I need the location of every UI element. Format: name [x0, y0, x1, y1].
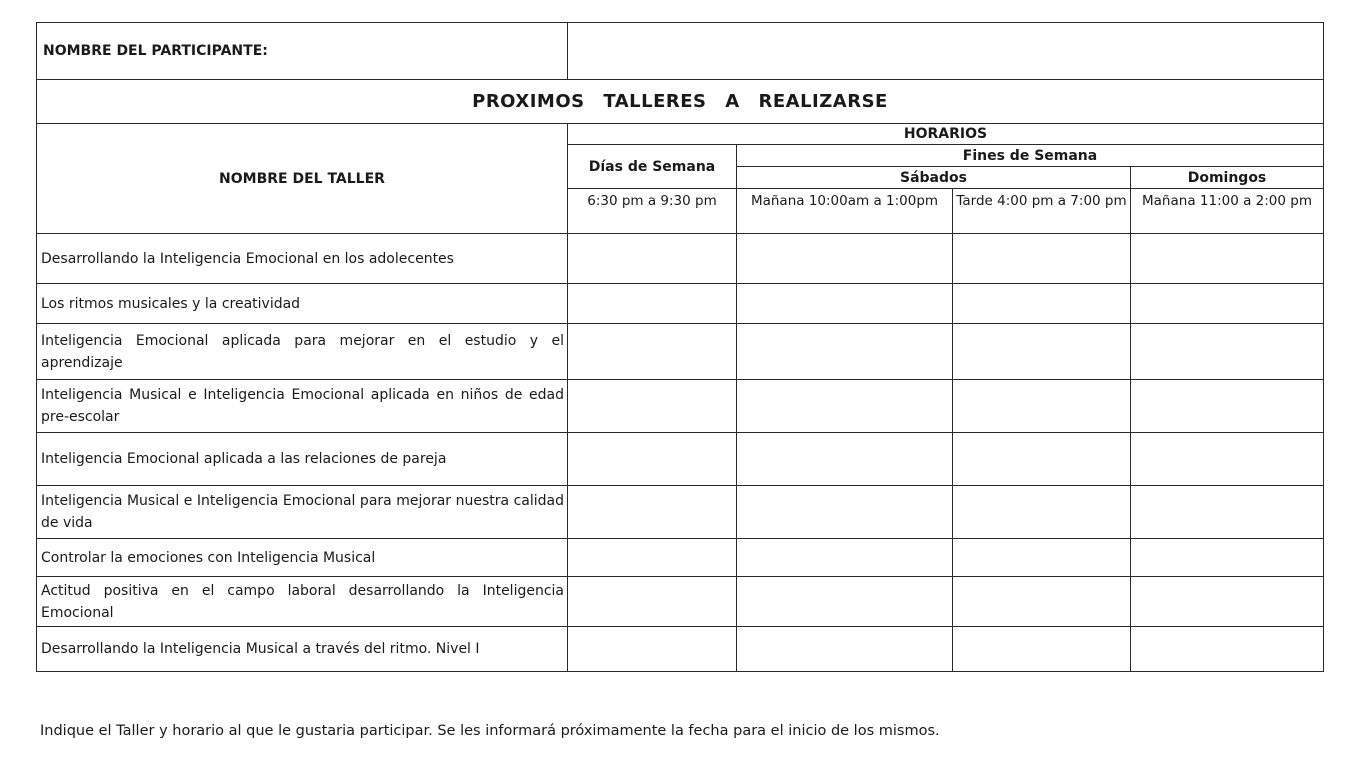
- workshop-name: Inteligencia Emocional aplicada para mejorar en el estudio y el aprendizaje: [37, 324, 568, 380]
- table-row: [37, 324, 1324, 380]
- workshop-name-header: NOMBRE DEL TALLER: [37, 124, 568, 234]
- saturday-morning-slot-cell[interactable]: [737, 539, 953, 577]
- workshop-name: Desarrollando la Inteligencia Musical a través del ritmo. Nivel I: [37, 627, 568, 672]
- table-row: [37, 433, 1324, 486]
- saturday-afternoon-slot-cell[interactable]: [953, 627, 1131, 672]
- saturday-morning-slot-cell[interactable]: [737, 486, 953, 539]
- table-title: PROXIMOS TALLERES A REALIZARSE: [37, 80, 1324, 124]
- weekdays-header: Días de Semana: [568, 145, 737, 189]
- registration-form: [36, 22, 1323, 672]
- table-row: [37, 627, 1324, 672]
- saturday-morning-slot-cell[interactable]: [737, 284, 953, 324]
- saturday-afternoon-slot-cell[interactable]: [953, 433, 1131, 486]
- weekday-slot-cell[interactable]: [568, 284, 737, 324]
- workshop-name: Controlar la emociones con Inteligencia Musical: [37, 539, 568, 577]
- saturday-morning-slot-cell[interactable]: [737, 324, 953, 380]
- saturday-afternoon-slot-cell[interactable]: [953, 539, 1131, 577]
- banner-row: [37, 80, 1324, 124]
- sunday-morning-slot-cell[interactable]: [1131, 234, 1324, 284]
- sunday-morning-slot-cell[interactable]: [1131, 380, 1324, 433]
- sundays-header: Domingos: [1131, 167, 1324, 189]
- saturday-morning-slot-cell[interactable]: [737, 627, 953, 672]
- sunday-morning-time-header: Mañana 11:00 a 2:00 pm: [1131, 189, 1324, 234]
- workshop-name: Inteligencia Emocional aplicada a las relaciones de pareja: [37, 433, 568, 486]
- sunday-morning-slot-cell[interactable]: [1131, 324, 1324, 380]
- weekday-slot-cell[interactable]: [568, 380, 737, 433]
- sunday-morning-slot-cell[interactable]: [1131, 627, 1324, 672]
- workshop-name: Inteligencia Musical e Inteligencia Emocional para mejorar nuestra calidad de vida: [37, 486, 568, 539]
- weekday-slot-cell[interactable]: [568, 539, 737, 577]
- workshop-name: Actitud positiva en el campo laboral desarrollando la Inteligencia Emocional: [37, 577, 568, 627]
- workshop-table: [36, 22, 1324, 672]
- weekday-slot-cell[interactable]: [568, 627, 737, 672]
- saturday-morning-slot-cell[interactable]: [737, 234, 953, 284]
- participant-row: [37, 23, 1324, 80]
- weekday-slot-cell[interactable]: [568, 433, 737, 486]
- participant-name-label: NOMBRE DEL PARTICIPANTE:: [37, 23, 568, 80]
- schedules-header: HORARIOS: [568, 124, 1324, 145]
- table-row: [37, 284, 1324, 324]
- saturday-afternoon-slot-cell[interactable]: [953, 234, 1131, 284]
- table-row: [37, 577, 1324, 627]
- sunday-morning-slot-cell[interactable]: [1131, 577, 1324, 627]
- weekday-slot-cell[interactable]: [568, 234, 737, 284]
- sunday-morning-slot-cell[interactable]: [1131, 433, 1324, 486]
- header-row-horarios: [37, 124, 1324, 145]
- weekday-slot-cell[interactable]: [568, 577, 737, 627]
- saturday-morning-slot-cell[interactable]: [737, 433, 953, 486]
- saturday-afternoon-slot-cell[interactable]: [953, 486, 1131, 539]
- saturday-morning-time-header: Mañana 10:00am a 1:00pm: [737, 189, 953, 234]
- saturday-afternoon-slot-cell[interactable]: [953, 284, 1131, 324]
- table-row: [37, 539, 1324, 577]
- sunday-morning-slot-cell[interactable]: [1131, 284, 1324, 324]
- participant-name-field[interactable]: [568, 23, 1324, 80]
- sunday-morning-slot-cell[interactable]: [1131, 486, 1324, 539]
- saturday-afternoon-slot-cell[interactable]: [953, 577, 1131, 627]
- saturday-morning-slot-cell[interactable]: [737, 577, 953, 627]
- weekday-slot-cell[interactable]: [568, 486, 737, 539]
- workshop-name: Los ritmos musicales y la creatividad: [37, 284, 568, 324]
- table-row: [37, 234, 1324, 284]
- saturday-afternoon-slot-cell[interactable]: [953, 324, 1131, 380]
- saturdays-header: Sábados: [737, 167, 1131, 189]
- instructions-note: Indique el Taller y horario al que le gustaria participar. Se les informará próximamente la fecha para el inicio de los mismos.: [40, 723, 940, 739]
- workshop-name: Desarrollando la Inteligencia Emocional en los adolecentes: [37, 234, 568, 284]
- workshop-name: Inteligencia Musical e Inteligencia Emocional aplicada en niños de edad pre-escolar: [37, 380, 568, 433]
- weekday-time-header: 6:30 pm a 9:30 pm: [568, 189, 737, 234]
- sunday-morning-slot-cell[interactable]: [1131, 539, 1324, 577]
- weekends-header: Fines de Semana: [737, 145, 1324, 167]
- saturday-afternoon-time-header: Tarde 4:00 pm a 7:00 pm: [953, 189, 1131, 234]
- weekday-slot-cell[interactable]: [568, 324, 737, 380]
- saturday-afternoon-slot-cell[interactable]: [953, 380, 1131, 433]
- table-row: [37, 486, 1324, 539]
- table-row: [37, 380, 1324, 433]
- saturday-morning-slot-cell[interactable]: [737, 380, 953, 433]
